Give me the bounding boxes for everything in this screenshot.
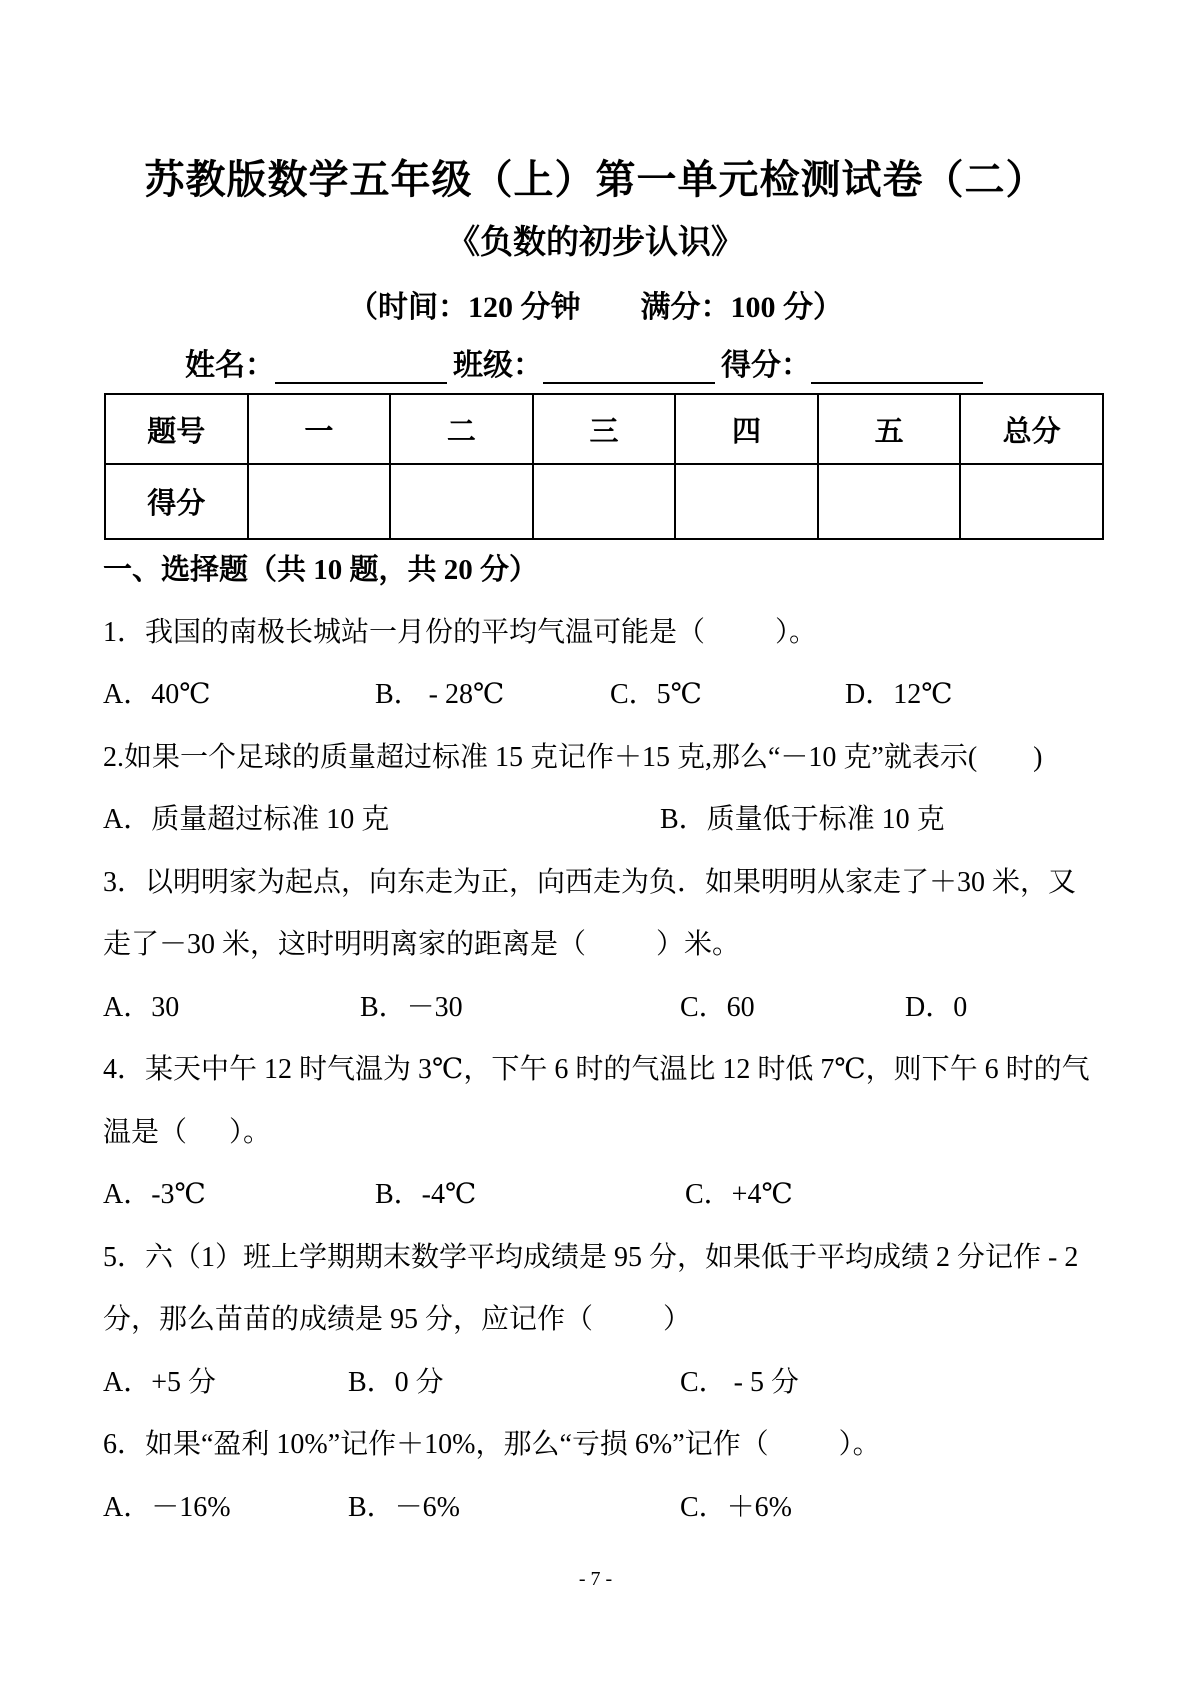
option-c: C．60 [680, 991, 755, 1023]
score-table-empty-cell [960, 464, 1103, 539]
score-table [104, 393, 1104, 540]
name-blank [275, 346, 447, 384]
option-a: A．+5 分 [103, 1366, 217, 1398]
score-table-empty-cell [818, 464, 961, 539]
option-c: C． - 5 分 [680, 1366, 800, 1398]
score-blank [811, 346, 983, 384]
option-b: B．质量低于标准 10 克 [660, 804, 945, 836]
option-c: C．＋6% [680, 1491, 793, 1523]
option-c: C．+4℃ [685, 1179, 793, 1211]
question-3-options [103, 974, 1107, 1037]
page-subtitle: 《负数的初步认识》 [447, 225, 744, 261]
score-table-header-cell: 四 [675, 394, 818, 464]
score-table-header-cell: 三 [533, 394, 676, 464]
class-blank [543, 346, 715, 384]
student-info-line [185, 340, 989, 384]
option-d: D．12℃ [845, 679, 953, 711]
score-table-empty-cell [675, 464, 818, 539]
exam-meta-line: （时间：120 分钟 满分：100 分） [348, 291, 843, 324]
score-table-header-cell: 二 [390, 394, 533, 464]
question-4-options [103, 1161, 1107, 1224]
question-2-options [103, 786, 1107, 849]
question-4-text-line2: 温是（ ）。 [103, 1116, 272, 1148]
option-b: B．－30 [360, 991, 463, 1023]
option-b: B．-4℃ [375, 1179, 477, 1211]
question-5-options [103, 1349, 1107, 1412]
option-d: D．0 [905, 991, 968, 1023]
question-6-text: 6．如果“盈利 10%”记作＋10%，那么“亏损 6%”记作（ ）。 [103, 1429, 881, 1461]
score-table-header-cell: 五 [818, 394, 961, 464]
questions-section [103, 536, 1107, 1536]
option-b: B． - 28℃ [375, 679, 505, 711]
score-table-corner-cell: 题号 [105, 394, 248, 464]
score-table-header-row [105, 394, 1103, 464]
question-5-text-line1: 5．六（1）班上学期期末数学平均成绩是 95 分，如果低于平均成绩 2 分记作 - 2 [103, 1241, 1079, 1273]
name-label: 姓名： [185, 349, 275, 382]
score-table-header-cell: 总分 [960, 394, 1103, 464]
score-table-empty-cell [390, 464, 533, 539]
question-4-text-line1: 4．某天中午 12 时气温为 3℃，下午 6 时的气温比 12 时低 7℃，则下午 6 时的气 [103, 1054, 1090, 1086]
option-a: A．质量超过标准 10 克 [103, 804, 390, 836]
option-b: B．－6% [348, 1491, 461, 1523]
question-5-text-line2: 分，那么苗苗的成绩是 95 分，应记作（ ） [103, 1304, 692, 1336]
option-b: B．0 分 [348, 1366, 444, 1398]
option-a: A．-3℃ [103, 1179, 206, 1211]
score-label: 得分： [721, 349, 811, 382]
class-label: 班级： [453, 349, 543, 382]
question-3-text-line2: 走了－30 米，这时明明离家的距离是（ ）米。 [103, 929, 741, 961]
question-1-text: 1．我国的南极长城站一月份的平均气温可能是（ ）。 [103, 616, 818, 648]
score-table-row-label: 得分 [105, 464, 248, 539]
page-number: - 7 - [578, 1568, 613, 1590]
option-a: A．30 [103, 991, 180, 1023]
option-c: C．5℃ [610, 679, 702, 711]
question-1-options [103, 661, 1107, 724]
option-a: A．－16% [103, 1491, 231, 1523]
question-6-options [103, 1474, 1107, 1537]
page-title: 苏教版数学五年级（上）第一单元检测试卷（二） [144, 157, 1047, 202]
section-heading: 一、选择题（共 10 题，共 20 分） [103, 553, 539, 586]
score-table-empty-cell [533, 464, 676, 539]
question-3-text-line1: 3．以明明家为起点，向东走为正，向西走为负．如果明明从家走了＋30 米，又 [103, 866, 1077, 898]
option-a: A．40℃ [103, 679, 211, 711]
question-2-text: 2.如果一个足球的质量超过标准 15 克记作＋15 克,那么“－10 克”就表示( ) [103, 741, 1043, 773]
score-table-empty-cell [248, 464, 391, 539]
score-table-score-row [105, 464, 1103, 539]
score-table-header-cell: 一 [248, 394, 391, 464]
